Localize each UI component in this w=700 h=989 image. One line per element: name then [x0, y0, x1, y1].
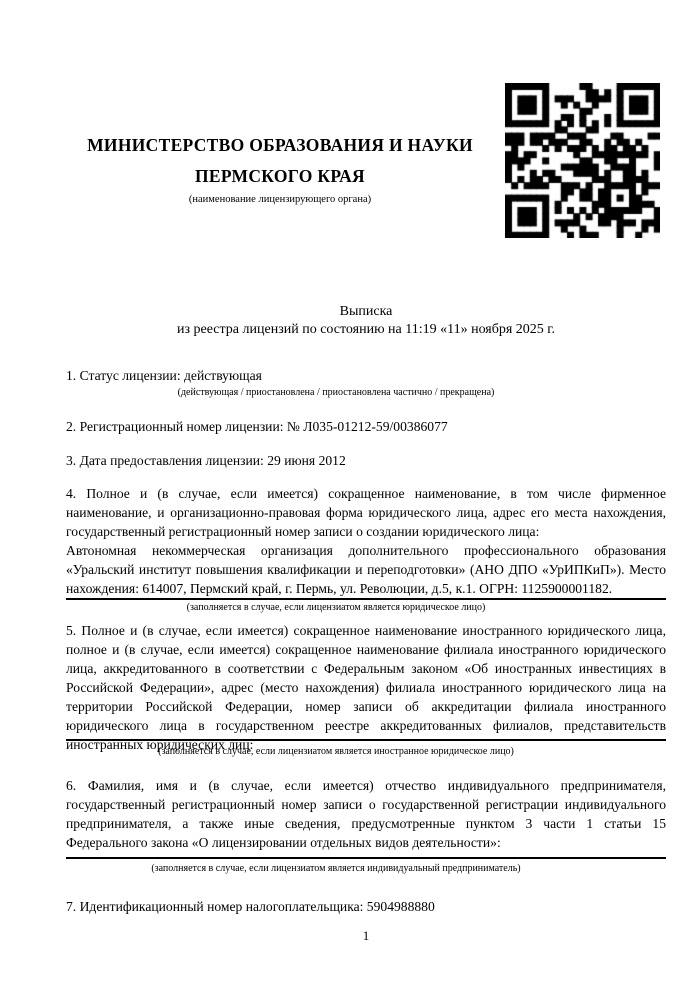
item-5-text: 5. Полное и (в случае, если имеется) сокращенное наименование иностранного юридического лица, полное и (в случае, если имеется) сокращенное наименование филиала иностранного юридического лица, аккредитованного в соответствии с Федеральным законом «Об иностранных инвестициях в Российской Федерации», адрес (место нахождения) филиала иностранного юридического лица на территории Российской Федерации, номер записи об аккредитации филиала иностранного юридического лица в государственном реестре аккредитованных филиалов, представительств иностранных юридических лиц: — [66, 623, 666, 752]
document-title-line1: Выписка — [339, 304, 393, 319]
item-1-caption: (действующая / приостановлена / приостановлена частично / прекращена) — [177, 387, 495, 398]
item-4-value: Автономная некоммерческая организация дополнительного профессионального образования «Уральский институт повышения квалификации и переподготовки» (АНО ДПО «УрИПКиП»). Место нахождения: 614007, Пермский край, г. Пермь, ул. Революции, д.5, к.1. ОГРН: 1125900001182. — [66, 541, 666, 600]
item-6-text: 6. Фамилия, имя и (в случае, если имеется) отчество индивидуального предпринимателя, государственный регистрационный номер записи о государственной регистрации индивидуального предпринимателя, а также иные сведения, предусмотренные пунктом 3 части 1 статьи 15 Федерального закона «О лицензировании отдельных видов деятельности»: — [66, 778, 666, 850]
qr-code — [505, 83, 660, 238]
ministry-caption: (наименование лицензирующего органа) — [188, 194, 372, 205]
item-2-registration-number — [66, 417, 666, 436]
item-6-answer-line — [66, 857, 666, 859]
item-4-caption: (заполняется в случае, если лицензиатом является юридическое лицо) — [186, 602, 486, 613]
item-5-answer-line — [66, 739, 666, 741]
item-3-text: 3. Дата предоставления лицензии: 29 июня 2012 — [66, 453, 346, 468]
item-5-caption: (заполняется в случае, если лицензиатом является иностранное юридическое лицо) — [158, 746, 514, 757]
licensing-authority-header — [60, 130, 500, 206]
item-3-license-date — [66, 451, 666, 470]
document-title-line2: из реестра лицензий по состоянию на 11:19 «11» ноября 2025 г. — [177, 322, 555, 337]
item-6-individual-entrepreneur — [66, 776, 666, 852]
item-5-foreign-entity — [66, 621, 666, 754]
item-7-text: 7. Идентификационный номер налогоплательщика: 5904988880 — [66, 899, 435, 914]
item-2-text: 2. Регистрационный номер лицензии: № Л035-01212-59/00386077 — [66, 419, 448, 434]
item-4-text: 4. Полное и (в случае, если имеется) сокращенное наименование, в том числе фирменное наименование, и организационно-правовая форма юридического лица, адрес его места нахождения, государственный регистрационный номер записи о создании юридического лица: — [66, 486, 666, 539]
ministry-name-line2: ПЕРМСКОГО КРАЯ — [195, 166, 365, 186]
page-number: 1 — [362, 928, 370, 943]
document-title — [66, 303, 666, 339]
item-1-text: 1. Статус лицензии: действующая — [66, 368, 262, 383]
item-1-license-status — [66, 366, 666, 385]
item-6-caption: (заполняется в случае, если лицензиатом является индивидуальный предприниматель) — [151, 863, 521, 874]
ministry-name-line1: МИНИСТЕРСТВО ОБРАЗОВАНИЯ И НАУКИ — [87, 135, 473, 155]
item-7-taxpayer-number — [66, 897, 666, 916]
item-4-legal-entity — [66, 484, 666, 600]
